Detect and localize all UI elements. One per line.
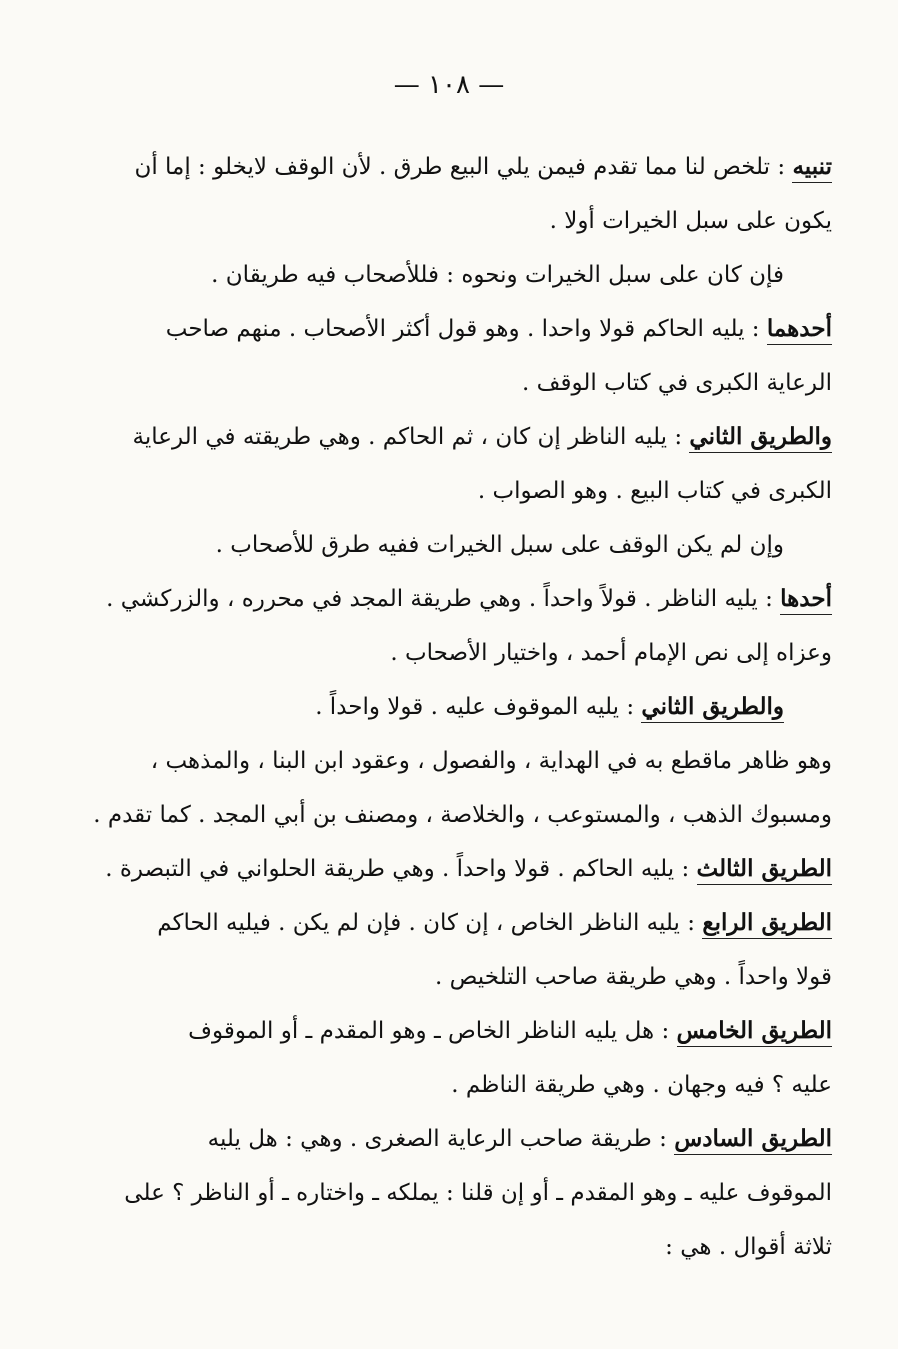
text-line [72, 788, 832, 842]
line-text: : تلخص لنا مما تقدم فيمن يلي البيع طرق . لأن الوقف لايخلو : إما أن [134, 154, 786, 180]
text-line [72, 572, 832, 626]
text-line [72, 464, 832, 518]
text-line [72, 302, 832, 356]
text-line [72, 626, 832, 680]
section-heading: الطريق الثالث [697, 855, 832, 885]
text-line [72, 248, 832, 302]
line-text: ومسبوك الذهب ، والمستوعب ، والخلاصة ، ومصنف بن أبي المجد . كما تقدم . [93, 802, 832, 828]
text-line [72, 842, 832, 896]
text-line [72, 1112, 832, 1166]
section-heading: تنبيه [792, 153, 832, 183]
text-line [72, 950, 832, 1004]
text-line [72, 356, 832, 410]
section-heading: الطريق الخامس [677, 1017, 832, 1047]
line-text: : يليه الحاكم قولا واحدا . وهو قول أكثر الأصحاب . منهم صاحب [165, 316, 760, 342]
section-heading: الطريق الرابع [702, 909, 832, 939]
line-text: الرعاية الكبرى في كتاب الوقف . [522, 370, 832, 396]
text-line [72, 1220, 832, 1274]
text-line [72, 194, 832, 248]
line-text: : يليه الموقوف عليه . قولا واحداً . [315, 694, 635, 720]
section-heading: والطريق الثاني [641, 693, 784, 723]
text-line [72, 1004, 832, 1058]
line-text: : طريقة صاحب الرعاية الصغرى . وهي : هل يليه [207, 1126, 667, 1152]
line-text: وإن لم يكن الوقف على سبل الخيرات ففيه طرق للأصحاب . [215, 532, 784, 558]
section-heading: أحدهما [767, 315, 832, 345]
text-line [72, 410, 832, 464]
text-line [72, 896, 832, 950]
line-text: : يليه الناظر الخاص ، إن كان . فإن لم يكن . فيليه الحاكم [157, 910, 696, 936]
text-line [72, 518, 832, 572]
line-text: وعزاه إلى نص الإمام أحمد ، واختيار الأصحاب . [390, 640, 832, 666]
text-line [72, 1166, 832, 1220]
line-text: : يليه الحاكم . قولا واحداً . وهي طريقة الحلواني في التبصرة . [105, 856, 690, 882]
line-text: الكبرى في كتاب البيع . وهو الصواب . [477, 478, 832, 504]
line-text: وهو ظاهر ماقطع به في الهداية ، والفصول ، وعقود ابن البنا ، والمذهب ، [150, 748, 832, 774]
line-text: : هل يليه الناظر الخاص ـ وهو المقدم ـ أو الموقوف [188, 1018, 670, 1044]
section-heading: الطريق السادس [674, 1125, 832, 1155]
line-text: فإن كان على سبل الخيرات ونحوه : فللأصحاب فيه طريقان . [211, 262, 784, 288]
page-number: — ١٠٨ — [393, 70, 505, 100]
body-text [72, 140, 832, 1274]
text-line [72, 1058, 832, 1112]
text-line [72, 140, 832, 194]
line-text: ثلاثة أقوال . هي : [665, 1234, 832, 1260]
line-text: : يليه الناظر إن كان ، ثم الحاكم . وهي طريقته في الرعاية [132, 424, 683, 450]
line-text: الموقوف عليه ـ وهو المقدم ـ أو إن قلنا : يملكه ـ واختاره ـ أو الناظر ؟ على [124, 1180, 832, 1206]
text-line [72, 680, 832, 734]
section-heading: والطريق الثاني [689, 423, 832, 453]
section-heading: أحدها [780, 585, 832, 615]
text-line [72, 734, 832, 788]
line-text: يكون على سبل الخيرات أولا . [549, 208, 832, 234]
line-text: عليه ؟ فيه وجهان . وهي طريقة الناظم . [451, 1072, 832, 1098]
line-text: : يليه الناظر . قولاً واحداً . وهي طريقة المجد في محرره ، والزركشي . [106, 586, 773, 612]
line-text: قولا واحداً . وهي طريقة صاحب التلخيص . [435, 964, 832, 990]
